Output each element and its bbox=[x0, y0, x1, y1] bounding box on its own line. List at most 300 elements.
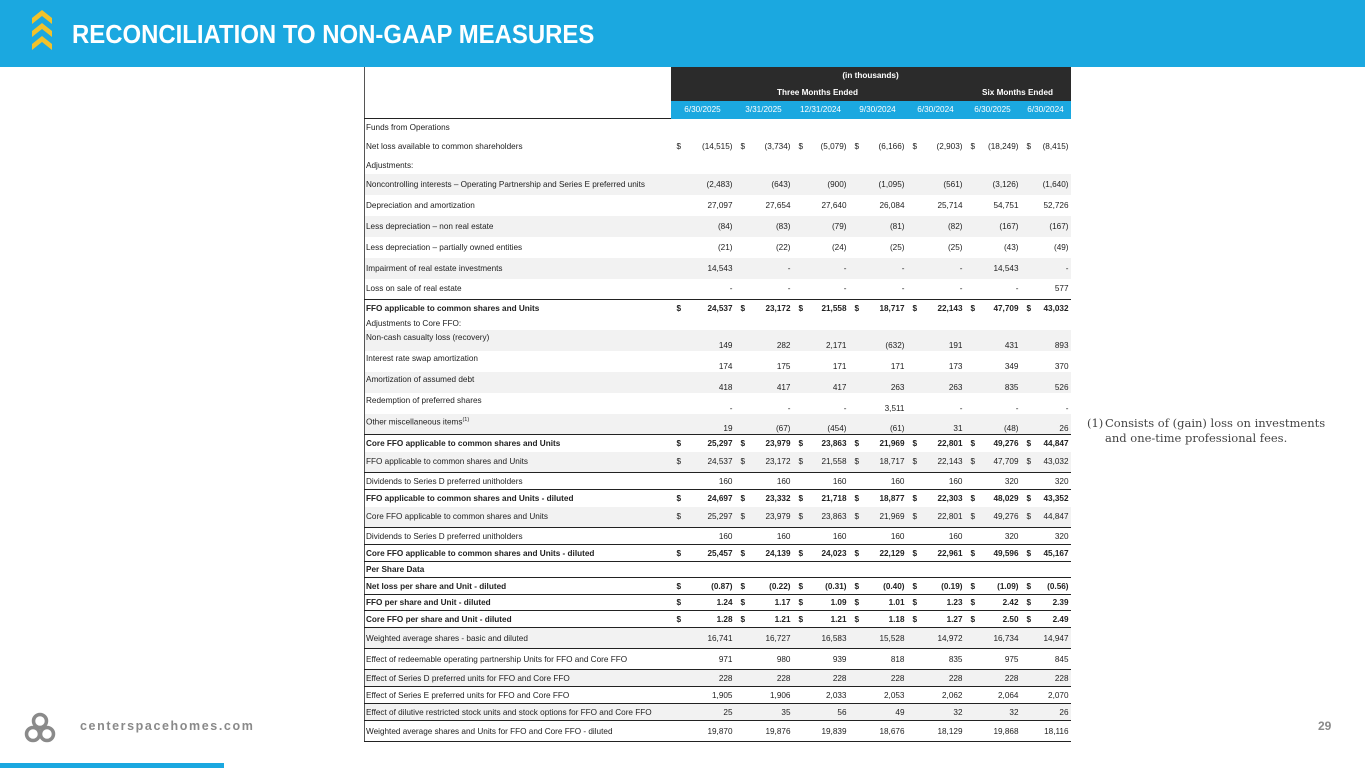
currency-symbol: $ bbox=[1026, 598, 1032, 607]
value-cell bbox=[1021, 136, 1071, 157]
value-cell: 577 bbox=[1054, 284, 1069, 294]
cell-value: 21,969 bbox=[879, 438, 905, 448]
value-cell: 835 bbox=[907, 649, 965, 670]
currency-symbol: $ bbox=[970, 457, 976, 467]
table-row bbox=[365, 545, 1071, 562]
table-row bbox=[365, 452, 1071, 473]
value-cell: 417 bbox=[735, 372, 793, 393]
value-cell: (632) bbox=[849, 330, 907, 351]
value-cell: 431 bbox=[965, 330, 1021, 351]
value-cell: 16,727 bbox=[735, 628, 793, 649]
value-cell: 14,947 bbox=[1021, 628, 1071, 649]
table-row bbox=[365, 528, 1071, 545]
row-label: Dividends to Series D preferred unitholders bbox=[365, 473, 671, 490]
currency-symbol: $ bbox=[798, 512, 804, 522]
value-cell: 263 bbox=[907, 372, 965, 393]
value-cell bbox=[735, 545, 793, 562]
currency-symbol: $ bbox=[970, 548, 976, 558]
cell-value: 45,167 bbox=[1043, 548, 1069, 558]
table-row bbox=[365, 595, 1071, 611]
value-cell bbox=[907, 507, 965, 528]
row-label: Core FFO applicable to common shares and Units bbox=[365, 507, 671, 528]
value-cell bbox=[849, 300, 907, 317]
currency-symbol: $ bbox=[970, 512, 976, 522]
cell-value: (2,903) bbox=[936, 141, 963, 151]
value-cell bbox=[793, 490, 849, 507]
currency-symbol: $ bbox=[854, 512, 860, 522]
currency-symbol: $ bbox=[970, 614, 976, 624]
value-cell: (1,640) bbox=[1021, 174, 1071, 195]
table-row bbox=[365, 216, 1071, 237]
row-label: Net loss per share and Unit - diluted bbox=[365, 578, 671, 595]
value-cell: 16,734 bbox=[965, 628, 1021, 649]
value-cell bbox=[907, 578, 965, 595]
value-cell bbox=[671, 595, 735, 611]
currency-symbol: $ bbox=[740, 512, 746, 522]
value-cell bbox=[907, 490, 965, 507]
cell-value: 25,297 bbox=[707, 512, 733, 522]
value-cell: 19,870 bbox=[671, 721, 735, 742]
cell-value: 43,032 bbox=[1043, 303, 1069, 313]
value-cell bbox=[965, 507, 1021, 528]
table-row bbox=[365, 351, 1071, 372]
cell-value: 23,172 bbox=[765, 457, 791, 467]
cell-value: 1.21 bbox=[830, 614, 847, 624]
value-cell: 1,905 bbox=[671, 687, 735, 704]
value-cell: - bbox=[1015, 284, 1019, 294]
value-cell bbox=[671, 562, 735, 578]
value-cell: - bbox=[849, 258, 907, 279]
website-link[interactable]: centerspacehomes.com bbox=[80, 719, 255, 733]
value-cell bbox=[1021, 611, 1071, 628]
value-cell bbox=[965, 435, 1021, 452]
cell-value: (0.56) bbox=[1047, 581, 1069, 591]
table-row bbox=[365, 195, 1071, 216]
chevron-up-icon bbox=[32, 23, 52, 37]
table-row bbox=[365, 393, 1071, 414]
value-cell: 2,064 bbox=[965, 687, 1021, 704]
cell-value: (3,734) bbox=[764, 141, 791, 151]
currency-symbol: $ bbox=[1026, 141, 1032, 151]
reconciliation-table bbox=[364, 67, 1071, 742]
value-cell: 25,714 bbox=[937, 200, 963, 210]
value-cell: (84) bbox=[671, 216, 735, 237]
row-label: Dividends to Series D preferred unitholders bbox=[365, 528, 671, 545]
value-cell bbox=[671, 490, 735, 507]
value-cell: 2,033 bbox=[793, 687, 849, 704]
value-cell: 228 bbox=[793, 670, 849, 687]
cell-value: 1.18 bbox=[888, 614, 905, 624]
cell-value: 22,129 bbox=[879, 548, 905, 558]
cell-value: 2.42 bbox=[1002, 598, 1019, 607]
currency-symbol: $ bbox=[740, 548, 746, 558]
value-cell: 160 bbox=[671, 528, 735, 545]
currency-symbol: $ bbox=[1026, 581, 1032, 591]
value-cell: (1,095) bbox=[849, 174, 907, 195]
table-row bbox=[365, 490, 1071, 507]
value-cell bbox=[793, 136, 849, 157]
value-cell bbox=[849, 317, 907, 330]
value-cell bbox=[735, 611, 793, 628]
value-cell bbox=[849, 507, 907, 528]
value-cell: 32 bbox=[907, 704, 965, 721]
value-cell: 14,972 bbox=[907, 628, 965, 649]
cell-value: 47,709 bbox=[993, 303, 1019, 313]
value-cell bbox=[793, 317, 849, 330]
table-row bbox=[365, 628, 1071, 649]
value-cell: 320 bbox=[1021, 473, 1071, 490]
row-label: Effect of dilutive restricted stock units and stock options for FFO and Core FFO bbox=[365, 704, 671, 721]
currency-symbol: $ bbox=[798, 493, 804, 503]
value-cell bbox=[671, 119, 735, 136]
value-cell: 160 bbox=[671, 473, 735, 490]
footnote-marker: (1) bbox=[1087, 416, 1104, 430]
cell-value: 18,877 bbox=[879, 493, 905, 503]
value-cell bbox=[907, 157, 965, 174]
value-cell bbox=[1021, 300, 1071, 317]
currency-symbol: $ bbox=[854, 581, 860, 591]
value-cell bbox=[965, 545, 1021, 562]
value-cell bbox=[907, 119, 965, 136]
cell-value: 43,352 bbox=[1043, 493, 1069, 503]
value-cell bbox=[735, 507, 793, 528]
cell-value: 1.23 bbox=[946, 598, 963, 607]
value-cell: 54,751 bbox=[993, 200, 1019, 210]
value-cell: - bbox=[787, 284, 791, 294]
value-cell: 228 bbox=[1021, 670, 1071, 687]
currency-symbol: $ bbox=[740, 614, 746, 624]
footnote-text: Consists of (gain) loss on investments and one-time professional fees. bbox=[1105, 416, 1326, 445]
value-cell bbox=[965, 136, 1021, 157]
currency-symbol: $ bbox=[740, 493, 746, 503]
value-cell: 160 bbox=[849, 528, 907, 545]
value-cell: 320 bbox=[965, 473, 1021, 490]
row-label: Interest rate swap amortization bbox=[366, 353, 478, 363]
value-cell bbox=[735, 157, 793, 174]
value-cell: (22) bbox=[775, 242, 791, 252]
currency-symbol: $ bbox=[676, 548, 682, 558]
value-cell: (561) bbox=[907, 174, 965, 195]
currency-symbol: $ bbox=[676, 141, 682, 151]
value-cell bbox=[849, 545, 907, 562]
cell-value: 2.49 bbox=[1052, 614, 1069, 624]
value-cell: 835 bbox=[965, 372, 1021, 393]
cell-value: 25,457 bbox=[707, 548, 733, 558]
currency-symbol: $ bbox=[740, 457, 746, 467]
value-cell: 16,741 bbox=[671, 628, 735, 649]
value-cell bbox=[849, 562, 907, 578]
cell-value: 22,961 bbox=[937, 548, 963, 558]
table-row bbox=[365, 687, 1071, 704]
cell-value: (0.22) bbox=[769, 581, 791, 591]
value-cell: 175 bbox=[776, 361, 791, 371]
currency-symbol: $ bbox=[912, 512, 918, 522]
value-cell bbox=[793, 611, 849, 628]
value-cell bbox=[793, 157, 849, 174]
chevron-up-icon bbox=[32, 36, 52, 50]
currency-symbol: $ bbox=[854, 141, 860, 151]
value-cell: 160 bbox=[907, 473, 965, 490]
cell-value: 22,801 bbox=[937, 438, 963, 448]
cell-value: 2.50 bbox=[1002, 614, 1019, 624]
currency-symbol: $ bbox=[854, 598, 860, 607]
row-label: Less depreciation – non real estate bbox=[365, 216, 671, 237]
currency-symbol: $ bbox=[740, 598, 746, 607]
table-row bbox=[365, 330, 1071, 351]
table-row bbox=[365, 435, 1071, 452]
value-cell bbox=[907, 300, 965, 317]
cell-value: 18,717 bbox=[879, 457, 905, 467]
currency-symbol: $ bbox=[912, 581, 918, 591]
column-header: 3/31/2025 bbox=[735, 101, 793, 119]
cell-value: 1.21 bbox=[774, 614, 791, 624]
currency-symbol: $ bbox=[854, 303, 860, 313]
currency-symbol: $ bbox=[970, 438, 976, 448]
value-cell: 26,084 bbox=[879, 200, 905, 210]
value-cell bbox=[735, 300, 793, 317]
value-cell bbox=[965, 119, 1021, 136]
currency-symbol: $ bbox=[798, 581, 804, 591]
value-cell bbox=[671, 545, 735, 562]
value-cell bbox=[735, 317, 793, 330]
table-row bbox=[365, 258, 1071, 279]
currency-symbol: $ bbox=[854, 493, 860, 503]
value-cell: (24) bbox=[831, 242, 847, 252]
value-cell bbox=[965, 595, 1021, 611]
row-label: Other miscellaneous items$^{(1)}$ bbox=[365, 414, 671, 435]
cell-value: 1.28 bbox=[716, 614, 733, 624]
value-cell: - bbox=[735, 258, 793, 279]
value-cell bbox=[849, 157, 907, 174]
row-label: FFO applicable to common shares and Units bbox=[365, 452, 671, 473]
value-cell bbox=[965, 611, 1021, 628]
value-cell: 174 bbox=[718, 361, 733, 371]
value-cell: 228 bbox=[671, 670, 735, 687]
currency-symbol: $ bbox=[676, 512, 682, 522]
value-cell: - bbox=[729, 284, 733, 294]
currency-symbol: $ bbox=[1026, 303, 1032, 313]
currency-symbol: $ bbox=[798, 303, 804, 313]
cell-value: (5,079) bbox=[820, 141, 847, 151]
cell-value: (6,166) bbox=[878, 141, 905, 151]
value-cell: 15,528 bbox=[849, 628, 907, 649]
cell-value: 21,558 bbox=[821, 457, 847, 467]
cell-value: 22,801 bbox=[937, 512, 963, 522]
cell-value: (14,515) bbox=[702, 141, 733, 151]
value-cell: 191 bbox=[907, 330, 965, 351]
cell-value: 22,143 bbox=[937, 457, 963, 467]
value-cell bbox=[1021, 490, 1071, 507]
value-cell bbox=[965, 317, 1021, 330]
currency-symbol: $ bbox=[1026, 548, 1032, 558]
row-label: Less depreciation – partially owned entities bbox=[366, 242, 523, 252]
value-cell: 418 bbox=[671, 372, 735, 393]
value-cell bbox=[1021, 595, 1071, 611]
value-cell: 16,583 bbox=[793, 628, 849, 649]
value-cell: 971 bbox=[671, 649, 735, 670]
row-label: Funds from Operations bbox=[366, 122, 450, 132]
column-header: 6/30/2024 bbox=[907, 101, 965, 119]
cell-value: 21,718 bbox=[821, 493, 847, 503]
table-row bbox=[365, 562, 1071, 578]
value-cell: - bbox=[1015, 403, 1019, 413]
value-cell: 2,062 bbox=[907, 687, 965, 704]
cell-value: 23,863 bbox=[821, 438, 847, 448]
table-row bbox=[365, 372, 1071, 393]
currency-symbol: $ bbox=[912, 438, 918, 448]
value-cell: 18,129 bbox=[907, 721, 965, 742]
currency-symbol: $ bbox=[676, 438, 682, 448]
value-cell bbox=[793, 507, 849, 528]
value-cell bbox=[849, 119, 907, 136]
row-label: Impairment of real estate investments bbox=[365, 258, 671, 279]
cell-value: 18,717 bbox=[879, 303, 905, 313]
value-cell bbox=[907, 611, 965, 628]
currency-symbol: $ bbox=[740, 581, 746, 591]
value-cell: 526 bbox=[1021, 372, 1071, 393]
currency-symbol: $ bbox=[740, 303, 746, 313]
value-cell: (3,126) bbox=[965, 174, 1021, 195]
footer-accent-bar bbox=[0, 763, 224, 768]
cell-value: 21,558 bbox=[821, 303, 847, 313]
page-title: RECONCILIATION TO NON-GAAP MEASURES bbox=[72, 19, 595, 49]
cell-value: 47,709 bbox=[993, 457, 1019, 467]
value-cell bbox=[907, 435, 965, 452]
value-cell: 171 bbox=[890, 361, 905, 371]
cell-value: (0.19) bbox=[941, 581, 963, 591]
currency-symbol: $ bbox=[676, 457, 682, 467]
value-cell: - bbox=[787, 403, 791, 413]
value-cell: 173 bbox=[948, 361, 963, 371]
currency-symbol: $ bbox=[912, 141, 918, 151]
currency-symbol: $ bbox=[740, 438, 746, 448]
table-row bbox=[365, 649, 1071, 670]
title-bar bbox=[0, 0, 1365, 67]
currency-symbol: $ bbox=[1026, 457, 1032, 467]
cell-value: 23,979 bbox=[765, 512, 791, 522]
value-cell bbox=[907, 595, 965, 611]
cell-value: (0.87) bbox=[711, 581, 733, 591]
value-cell bbox=[671, 157, 735, 174]
value-cell: (81) bbox=[849, 216, 907, 237]
currency-symbol: $ bbox=[798, 598, 804, 607]
currency-symbol: $ bbox=[912, 548, 918, 558]
cell-value: (8,415) bbox=[1042, 141, 1069, 151]
row-label: FFO applicable to common shares and Units - diluted bbox=[365, 490, 671, 507]
value-cell bbox=[735, 490, 793, 507]
currency-symbol: $ bbox=[970, 581, 976, 591]
value-cell: 52,726 bbox=[1043, 200, 1069, 210]
cell-value: 1.17 bbox=[774, 598, 791, 607]
value-cell: 49 bbox=[849, 704, 907, 721]
value-cell: - bbox=[907, 258, 965, 279]
date-header-row bbox=[365, 101, 1071, 119]
column-header: 6/30/2024 bbox=[1021, 101, 1071, 119]
currency-symbol: $ bbox=[798, 457, 804, 467]
value-cell: - bbox=[843, 284, 847, 294]
value-cell bbox=[965, 452, 1021, 473]
cell-value: 43,032 bbox=[1043, 457, 1069, 467]
units-header-row bbox=[365, 67, 1071, 84]
cell-value: 24,537 bbox=[707, 303, 733, 313]
table-row bbox=[365, 174, 1071, 195]
value-cell bbox=[849, 595, 907, 611]
value-cell bbox=[907, 562, 965, 578]
value-cell: - bbox=[959, 403, 963, 413]
currency-symbol: $ bbox=[970, 141, 976, 151]
centerspace-logo-icon bbox=[24, 712, 56, 744]
currency-symbol: $ bbox=[676, 598, 682, 607]
cell-value: 22,303 bbox=[937, 493, 963, 503]
cell-value: 44,847 bbox=[1043, 438, 1069, 448]
value-cell: 2,171 bbox=[793, 330, 849, 351]
three-months-header: Three Months Ended bbox=[671, 84, 965, 101]
value-cell bbox=[849, 578, 907, 595]
table-row bbox=[365, 119, 1071, 136]
column-header: 9/30/2024 bbox=[849, 101, 907, 119]
footnote bbox=[1087, 416, 1337, 446]
row-label: Adjustments: bbox=[366, 160, 414, 170]
value-cell bbox=[793, 435, 849, 452]
row-label: Effect of redeemable operating partnership Units for FFO and Core FFO bbox=[365, 649, 671, 670]
row-label: Amortization of assumed debt bbox=[365, 372, 671, 393]
value-cell: 14,543 bbox=[671, 258, 735, 279]
value-cell bbox=[671, 611, 735, 628]
cell-value: 2.39 bbox=[1052, 598, 1069, 607]
value-cell bbox=[735, 452, 793, 473]
value-cell bbox=[735, 136, 793, 157]
value-cell: 19,876 bbox=[735, 721, 793, 742]
table-row bbox=[365, 157, 1071, 174]
value-cell bbox=[907, 545, 965, 562]
value-cell: (67) bbox=[735, 414, 793, 435]
currency-symbol: $ bbox=[912, 493, 918, 503]
currency-symbol: $ bbox=[1026, 438, 1032, 448]
value-cell: 320 bbox=[1021, 528, 1071, 545]
row-label: Core FFO applicable to common shares and Units bbox=[365, 435, 671, 452]
value-cell bbox=[965, 562, 1021, 578]
value-cell: 56 bbox=[793, 704, 849, 721]
value-cell: 149 bbox=[671, 330, 735, 351]
value-cell: 160 bbox=[907, 528, 965, 545]
currency-symbol: $ bbox=[912, 598, 918, 607]
table-row bbox=[365, 507, 1071, 528]
value-cell bbox=[793, 578, 849, 595]
value-cell: - bbox=[901, 284, 905, 294]
value-cell bbox=[849, 435, 907, 452]
cell-value: 1.01 bbox=[888, 598, 905, 607]
table-row bbox=[365, 611, 1071, 628]
row-label: FFO per share and Unit - diluted bbox=[365, 595, 671, 611]
value-cell: 320 bbox=[965, 528, 1021, 545]
value-cell bbox=[849, 136, 907, 157]
value-cell bbox=[793, 545, 849, 562]
value-cell: 19,839 bbox=[793, 721, 849, 742]
table-row bbox=[365, 670, 1071, 687]
row-label: Adjustments to Core FFO: bbox=[366, 318, 462, 328]
value-cell bbox=[849, 452, 907, 473]
value-cell: (25) bbox=[947, 242, 963, 252]
value-cell bbox=[907, 136, 965, 157]
value-cell: 18,676 bbox=[849, 721, 907, 742]
value-cell bbox=[965, 578, 1021, 595]
row-label: Non-cash casualty loss (recovery) bbox=[365, 330, 671, 351]
value-cell: 228 bbox=[849, 670, 907, 687]
value-cell bbox=[735, 595, 793, 611]
table-row bbox=[365, 473, 1071, 490]
value-cell: 26 bbox=[1021, 704, 1071, 721]
value-cell bbox=[907, 452, 965, 473]
